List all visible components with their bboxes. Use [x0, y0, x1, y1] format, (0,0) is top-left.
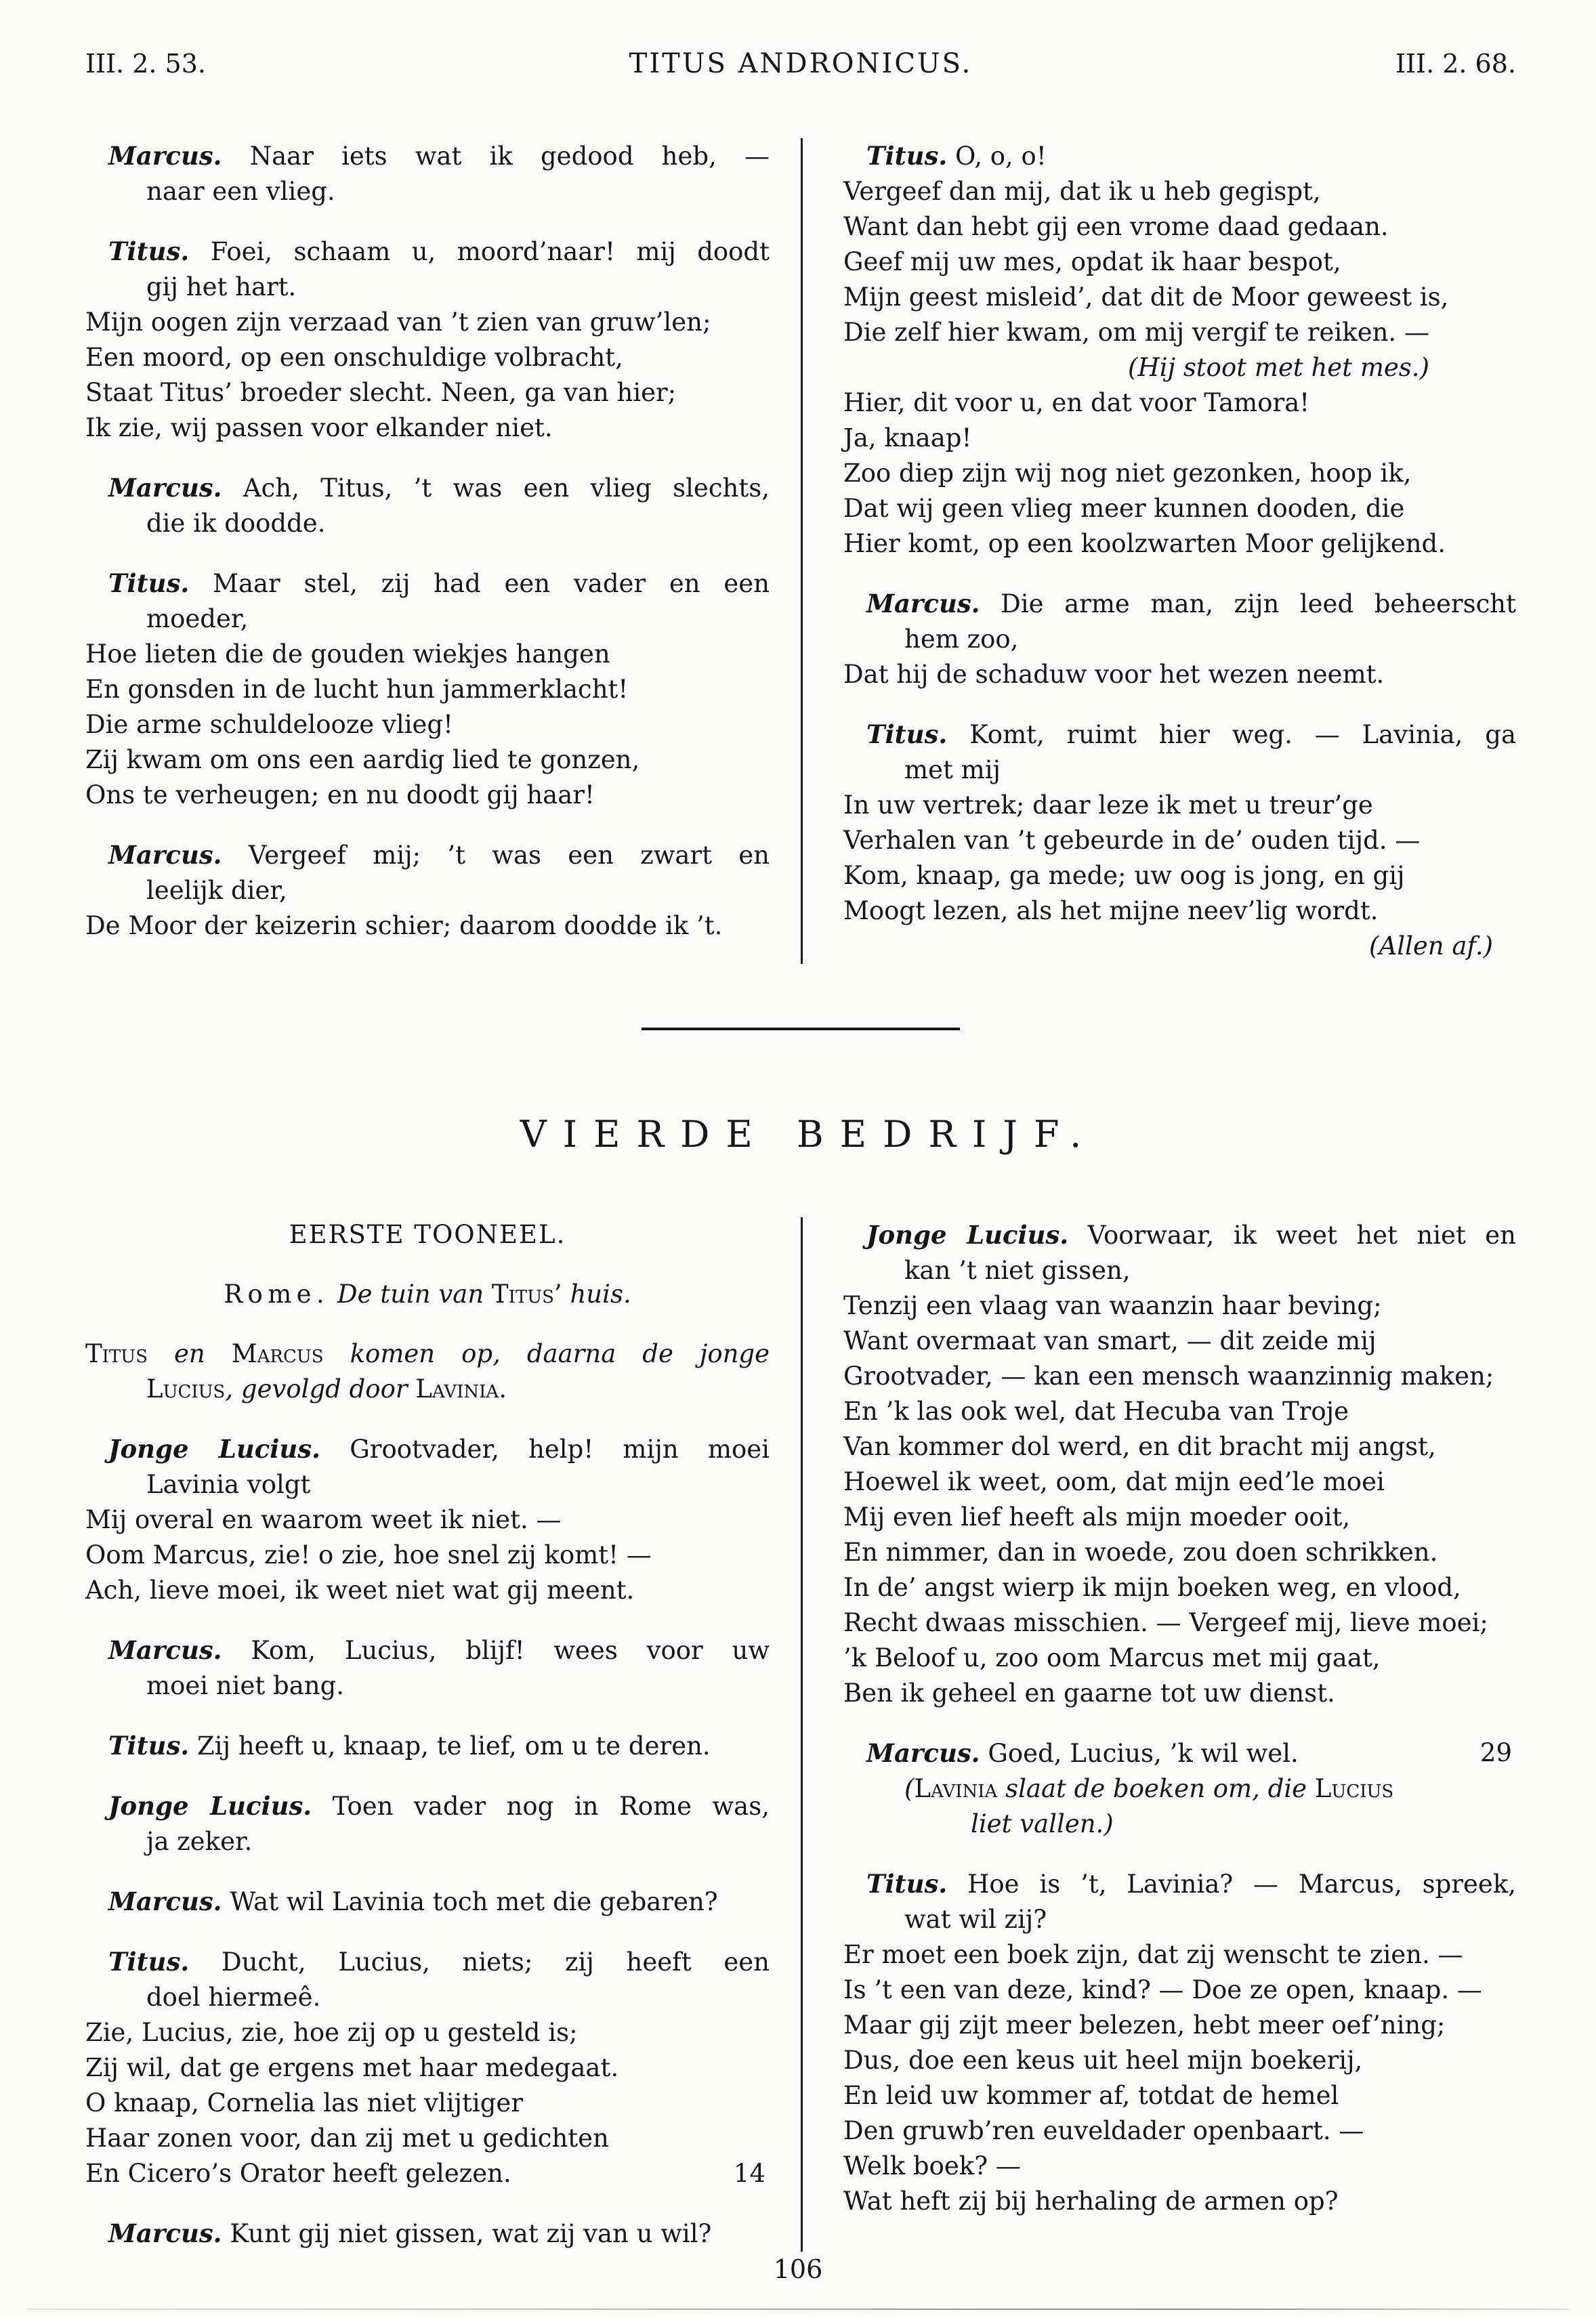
- verse-text: Zoo diep zijn wij nog niet gezonken, hoop ik,: [843, 459, 1412, 488]
- stage-direction-text: huis.: [562, 1280, 631, 1309]
- character-name: Lavinia: [914, 1774, 998, 1803]
- text-line: [85, 1728, 770, 1764]
- verse-text: Recht dwaas misschien. — Vergeef mij, lieve moei;: [843, 1608, 1488, 1637]
- text-line: [843, 1429, 1516, 1464]
- text-line: [85, 742, 770, 778]
- speaker-name: Titus.: [108, 1731, 190, 1761]
- text-line: [85, 2086, 770, 2121]
- verse-text: En nimmer, dan in woede, zou doen schrikken.: [843, 1538, 1438, 1567]
- text-line: [85, 873, 770, 908]
- text-line: [85, 410, 770, 446]
- text-line: [85, 837, 770, 873]
- verse-text: Hier, dit voor u, en dat voor Tamora!: [843, 388, 1310, 417]
- text-line: [843, 1735, 1516, 1771]
- verse-text: Kunt gij niet gissen, wat zij van u wil?: [222, 2219, 712, 2248]
- character-name: Marcus: [231, 1339, 324, 1368]
- verse-text: Hoe lieten die de gouden wiekjes hangen: [85, 639, 610, 669]
- act-heading: VIERDE BEDRIJF.: [520, 1113, 1098, 1156]
- speaker-name: Jonge Lucius.: [108, 1434, 320, 1464]
- verse-text: Wat wil Lavinia toch met die gebaren?: [222, 1887, 718, 1916]
- column-bottom-right: [801, 1217, 1516, 2252]
- verse-text: Moogt lezen, als het mijne neev’lig wordt.: [843, 896, 1379, 925]
- text-line: [85, 602, 770, 637]
- verse-text: doel hiermeê.: [146, 1983, 321, 2012]
- stage-direction-text: (Hij stoot met het mes.): [1128, 353, 1429, 382]
- text-line: [843, 526, 1516, 562]
- text-line: [843, 1605, 1516, 1641]
- verse-text: Ja, knaap!: [843, 423, 972, 452]
- speaker-name: Titus.: [108, 1947, 190, 1977]
- text-line: [85, 1668, 770, 1704]
- text-line: [85, 1217, 770, 1252]
- text-line: [843, 929, 1516, 964]
- scene-heading-text: EERSTE TOONEEL.: [289, 1220, 566, 1249]
- verse-text: Lavinia volgt: [146, 1470, 311, 1499]
- column-bottom-left: [85, 1217, 801, 2252]
- verse-text: Zie, Lucius, zie, hoe zij op u gesteld is;: [85, 2018, 578, 2047]
- verse-text: Geef mij uw mes, opdat ik haar bespot,: [843, 247, 1341, 276]
- text-line: [843, 893, 1516, 929]
- verse-line-number: 29: [1479, 1738, 1512, 1767]
- text-line: [843, 2113, 1516, 2149]
- verse-text: Ach, lieve moei, ik weet niet wat gij meent.: [85, 1576, 635, 1605]
- verse-text: Die arme schuldelooze vlieg!: [85, 710, 453, 739]
- verse-text: En ’k las ook wel, dat Hecuba van Troje: [843, 1397, 1349, 1426]
- text-line: [843, 1866, 1516, 1902]
- verse-text: wat wil zij?: [904, 1905, 1047, 1934]
- speaker-name: Marcus.: [108, 473, 222, 503]
- text-line: [843, 1570, 1516, 1605]
- verse-text: Verhalen van ’t gebeurde in de’ ouden tijd. —: [843, 826, 1421, 855]
- text-line: [85, 672, 770, 707]
- header-play-title: TITUS ANDRONICUS.: [629, 48, 973, 79]
- verse-text: met mij: [904, 755, 1001, 784]
- character-name: Titus: [85, 1339, 148, 1368]
- text-line: [843, 657, 1516, 692]
- verse-text: Dat hij de schaduw voor het wezen neemt.: [843, 660, 1385, 689]
- character-name: Lucius: [1314, 1774, 1394, 1803]
- speaker-name: Titus.: [108, 236, 190, 266]
- stage-direction-text: (: [904, 1774, 915, 1803]
- place-name: Rome.: [224, 1280, 330, 1309]
- text-line: [843, 1902, 1516, 1937]
- text-line: [843, 1535, 1516, 1570]
- text-line: [85, 1336, 770, 1372]
- text-line: [843, 2008, 1516, 2043]
- speaker-name: Marcus.: [108, 1635, 222, 1665]
- text-line: [85, 1944, 770, 1980]
- verse-text: Wat heft zij bij herhaling de armen op?: [843, 2187, 1339, 2216]
- verse-text: In uw vertrek; daar leze ik met u treur’ge: [843, 791, 1373, 820]
- verse-text: naar een vlieg.: [146, 177, 335, 206]
- verse-text: Naar iets wat ik gedood heb, —: [222, 142, 770, 171]
- verse-text: Vergeef mij; ’t was een zwart en: [222, 841, 770, 870]
- text-line: [843, 823, 1516, 858]
- verse-text: Dat wij geen vlieg meer kunnen dooden, die: [843, 494, 1405, 523]
- verse-text: Want overmaat van smart, — dit zeide mij: [843, 1326, 1377, 1355]
- verse-text: En leid uw kommer af, totdat de hemel: [843, 2081, 1339, 2110]
- text-line: [843, 1807, 1516, 1842]
- text-line: [843, 1394, 1516, 1429]
- section-divider-rule: [642, 1028, 960, 1030]
- text-line: [843, 1288, 1516, 1324]
- text-line: [843, 456, 1516, 491]
- text-line: [85, 305, 770, 340]
- text-line: [85, 637, 770, 672]
- text-line: [843, 1937, 1516, 1973]
- text-line: [843, 245, 1516, 280]
- verse-text: Dus, doe een keus uit heel mijn boekerij,: [843, 2046, 1363, 2075]
- text-line: [843, 717, 1516, 753]
- text-line: [843, 421, 1516, 456]
- verse-text: Van kommer dol werd, en dit bracht mij angst,: [843, 1432, 1436, 1461]
- verse-text: Hier komt, op een koolzwarten Moor gelijkend.: [843, 529, 1446, 558]
- verse-text: Is ’t een van deze, kind? — Doe ze open, knaap. —: [843, 1975, 1482, 2004]
- speaker-name: Marcus.: [108, 141, 222, 171]
- verse-text: Mij overal en waarom weet ik niet. —: [85, 1505, 562, 1534]
- verse-text: Toen vader nog in Rome was,: [312, 1792, 770, 1821]
- verse-text: Goed, Lucius, ’k wil wel.: [980, 1739, 1299, 1768]
- stage-direction-text: en: [148, 1339, 232, 1368]
- stage-direction-text: , gevolgd door: [225, 1374, 416, 1404]
- text-line: [843, 138, 1516, 174]
- verse-text: die ik doodde.: [146, 509, 326, 538]
- stage-direction-text: komen op, daarna de jonge: [323, 1339, 770, 1368]
- text-line: [85, 1502, 770, 1538]
- verse-text: In de’ angst wierp ik mijn boeken weg, en vlood,: [843, 1573, 1461, 1602]
- text-line: [85, 375, 770, 410]
- text-line: [85, 707, 770, 742]
- character-name: Lucius: [146, 1374, 226, 1404]
- text-line: [843, 2043, 1516, 2078]
- text-line: [85, 1431, 770, 1467]
- verse-text: Staat Titus’ broeder slecht. Neen, ga van hier;: [85, 378, 677, 407]
- verse-text: ja zeker.: [146, 1827, 253, 1856]
- verse-text: Ons te verheugen; en nu doodt gij haar!: [85, 780, 595, 809]
- verse-text: Zij heeft u, knaap, te lief, om u te deren.: [189, 1731, 711, 1761]
- text-line: [843, 2149, 1516, 2184]
- text-line: [843, 280, 1516, 315]
- verse-text: Welk boek? —: [843, 2151, 1021, 2180]
- text-line: [843, 491, 1516, 526]
- text-line: [843, 1359, 1516, 1394]
- text-line: [843, 1641, 1516, 1676]
- verse-text: O, o, o!: [947, 142, 1047, 171]
- text-line: [85, 778, 770, 813]
- verse-text: kan ’t niet gissen,: [904, 1256, 1131, 1285]
- stage-direction-text: slaat de boeken om, die: [997, 1774, 1315, 1803]
- text-line: [843, 1676, 1516, 1711]
- speaker-name: Jonge Lucius.: [866, 1220, 1069, 1250]
- verse-text: Mij even lief heeft als mijn moeder ooit,: [843, 1502, 1351, 1532]
- column-top-right: [801, 138, 1516, 964]
- text-line: [85, 1884, 770, 1920]
- verse-text: hem zoo,: [904, 625, 1019, 654]
- verse-text: Tenzij een vlaag van waanzin haar beving;: [843, 1291, 1382, 1320]
- text-line: [85, 340, 770, 375]
- verse-text: Zij kwam om ons een aardig lied te gonzen,: [85, 745, 640, 774]
- verse-text: O knaap, Cornelia las niet vlijtiger: [85, 2088, 524, 2117]
- verse-text: Hoe is ’t, Lavinia? — Marcus, spreek,: [947, 1870, 1516, 1899]
- speaker-name: Titus.: [108, 568, 190, 598]
- text-line: [85, 908, 770, 944]
- text-line: [85, 1573, 770, 1608]
- stage-direction-text: De tuin van: [329, 1280, 492, 1309]
- speaker-name: Marcus.: [866, 589, 980, 618]
- verse-text: leelijk dier,: [146, 876, 287, 905]
- character-name: Titus’: [491, 1280, 562, 1309]
- character-name: Lavinia.: [415, 1374, 507, 1404]
- text-line: [85, 1277, 770, 1312]
- verse-text: De Moor der keizerin schier; daarom doodde ik ’t.: [85, 911, 723, 940]
- text-line: [843, 385, 1516, 421]
- verse-text: Ducht, Lucius, niets; zij heeft een: [189, 1947, 770, 1977]
- text-line: [843, 1253, 1516, 1288]
- text-line: [85, 234, 770, 270]
- page-number: 106: [773, 2254, 823, 2284]
- text-line: [843, 586, 1516, 622]
- verse-text: ’k Beloof u, zoo oom Marcus met mij gaat,: [843, 1643, 1381, 1672]
- text-line: [843, 788, 1516, 823]
- verse-text: Den gruwb’ren euveldader openbaart. —: [843, 2116, 1364, 2145]
- text-line: [843, 1973, 1516, 2008]
- header-act-scene-right: III. 2. 68.: [1395, 49, 1516, 79]
- bottom-text-section: [85, 1217, 1516, 2252]
- verse-text: Komt, ruimt hier weg. — Lavinia, ga: [947, 720, 1516, 749]
- text-line: [85, 470, 770, 506]
- text-line: [85, 566, 770, 602]
- speaker-name: Titus.: [866, 141, 948, 171]
- text-line: [85, 270, 770, 305]
- text-line: [85, 174, 770, 209]
- text-line: [85, 1538, 770, 1573]
- speaker-name: Marcus.: [108, 840, 222, 870]
- text-line: [85, 1372, 770, 1407]
- text-line: [843, 209, 1516, 245]
- verse-text: Maar stel, zij had een vader en een: [189, 569, 770, 598]
- text-line: [85, 1980, 770, 2015]
- speaker-name: Titus.: [866, 1869, 948, 1899]
- text-line: [85, 2216, 770, 2252]
- text-line: [843, 753, 1516, 788]
- verse-text: En Cicero’s Orator heeft gelezen.: [85, 2159, 511, 2188]
- verse-text: Kom, knaap, ga mede; uw oog is jong, en gij: [843, 861, 1405, 890]
- verse-text: Hoewel ik weet, oom, dat mijn eed’le moei: [843, 1467, 1385, 1496]
- text-line: [85, 2015, 770, 2050]
- text-line: [85, 2050, 770, 2086]
- verse-text: Ach, Titus, ’t was een vlieg slechts,: [222, 473, 770, 503]
- text-line: [85, 138, 770, 174]
- verse-text: Een moord, op een onschuldige volbracht,: [85, 343, 623, 372]
- text-line: [843, 2078, 1516, 2113]
- verse-text: Die zelf hier kwam, om mij vergif te reiken. —: [843, 318, 1429, 347]
- text-line: [843, 350, 1516, 385]
- text-line: [85, 2121, 770, 2156]
- speaker-name: Titus.: [866, 719, 948, 749]
- verse-text: Mijn oogen zijn verzaad van ’t zien van gruw’len;: [85, 308, 711, 337]
- verse-text: Voorwaar, ik weet het niet en: [1068, 1221, 1516, 1250]
- verse-text: Er moet een boek zijn, dat zij wenscht te zien. —: [843, 1940, 1463, 1969]
- verse-text: Die arme man, zijn leed beheerscht: [980, 589, 1516, 618]
- verse-text: Vergeef dan mij, dat ik u heb gegispt,: [843, 177, 1321, 206]
- text-line: [85, 1467, 770, 1502]
- running-header: [85, 46, 1516, 81]
- header-act-scene-left: III. 2. 53.: [85, 49, 206, 79]
- verse-text: Mijn geest misleid’, dat dit de Moor geweest is,: [843, 282, 1449, 312]
- verse-text: Foei, schaam u, moord’naar! mij doodt: [189, 237, 770, 266]
- speaker-name: Jonge Lucius.: [108, 1791, 312, 1821]
- stage-direction-text: (Allen af.): [1369, 931, 1493, 961]
- verse-text: Grootvader, — kan een mensch waanzinnig maken;: [843, 1362, 1494, 1391]
- text-line: [843, 2184, 1516, 2219]
- speaker-name: Marcus.: [866, 1738, 980, 1768]
- verse-text: Ben ik geheel en gaarne tot uw dienst.: [843, 1679, 1335, 1708]
- verse-text: En gonsden in de lucht hun jammerklacht!: [85, 675, 629, 704]
- verse-text: Haar zonen voor, dan zij met u gedichten: [85, 2124, 609, 2153]
- text-line: [843, 174, 1516, 209]
- verse-text: Grootvader, help! mijn moei: [320, 1435, 770, 1464]
- verse-text: Ik zie, wij passen voor elkander niet.: [85, 413, 553, 442]
- text-line: [843, 622, 1516, 657]
- scan-edge-artifact: [27, 2309, 1569, 2310]
- column-top-left: [85, 138, 801, 964]
- text-line: [85, 1824, 770, 1859]
- text-line: [843, 858, 1516, 893]
- verse-text: moeder,: [146, 604, 249, 633]
- verse-text: Want dan hebt gij een vrome daad gedaan.: [843, 212, 1389, 241]
- text-line: [843, 1771, 1516, 1807]
- verse-text: Oom Marcus, zie! o zie, hoe snel zij komt! —: [85, 1540, 652, 1569]
- verse-line-number: 14: [733, 2159, 765, 2188]
- text-line: [843, 1500, 1516, 1535]
- speaker-name: Marcus.: [108, 1887, 222, 1916]
- stage-direction-text: liet vallen.): [971, 1809, 1114, 1838]
- verse-text: Kom, Lucius, blijf! wees voor uw: [222, 1636, 770, 1665]
- text-line: [843, 315, 1516, 350]
- text-line: [843, 1217, 1516, 1253]
- verse-text: gij het hart.: [146, 272, 297, 301]
- text-line: [843, 1324, 1516, 1359]
- text-line: [85, 1788, 770, 1824]
- top-text-section: [85, 138, 1516, 964]
- text-line: [85, 506, 770, 541]
- verse-text: Zij wil, dat ge ergens met haar medegaat.: [85, 2053, 619, 2082]
- text-line: [85, 2156, 770, 2191]
- verse-text: Maar gij zijt meer belezen, hebt meer oef’ning;: [843, 2010, 1446, 2040]
- text-line: [843, 1464, 1516, 1500]
- verse-text: moei niet bang.: [146, 1671, 345, 1700]
- speaker-name: Marcus.: [108, 2218, 222, 2248]
- text-line: [85, 1632, 770, 1668]
